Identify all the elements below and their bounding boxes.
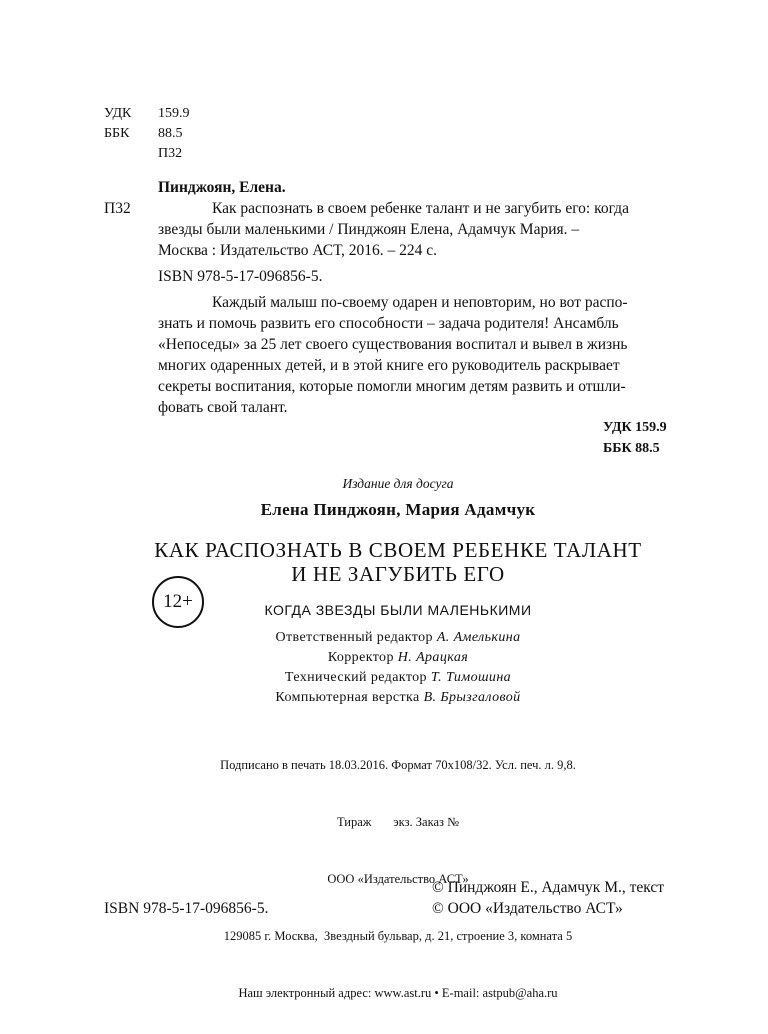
credit-line <box>0 668 768 688</box>
book-title <box>0 538 768 586</box>
copyright-publisher: © ООО «Издательство АСТ» <box>432 900 623 917</box>
udk-right: УДК 159.9 <box>603 420 667 435</box>
credit-line <box>0 688 768 708</box>
bbk-label: ББК <box>104 126 130 141</box>
print-info-line: Наш электронный адрес: www.ast.ru • E-mail: astpub@aha.ru <box>238 986 558 1000</box>
print-info-line: Подписано в печать 18.03.2016. Формат 70х108/32. Усл. печ. л. 9,8. <box>220 758 576 772</box>
age-rating-text: 12+ <box>163 591 193 612</box>
credit-role: Корректор <box>327 650 394 665</box>
record-isbn: ISBN 978-5-17-096856-5. <box>158 268 323 285</box>
annotation-line: фовать свой талант. <box>158 399 288 416</box>
title-line-2: звезды были маленькими / Пинджоян Елена, Адамчук Мария. – <box>158 221 580 238</box>
udk-row <box>104 104 190 124</box>
credit-name: Н. Арацкая <box>397 650 469 665</box>
credit-line <box>0 648 768 668</box>
print-info-line: ООО «Издательство АСТ» <box>327 872 469 886</box>
edition-type: Издание для досуга <box>342 476 454 491</box>
author-mark: П32 <box>158 146 183 161</box>
credit-name: А. Амелькина <box>436 630 521 645</box>
annotation-line: секреты воспитания, которые помогли многим детям развить и отшли- <box>158 378 626 395</box>
udk-label: УДК <box>104 106 132 121</box>
bibliographic-title <box>158 198 692 261</box>
book-authors: Елена Пинджоян, Мария Адамчук <box>260 500 536 519</box>
udk-value: 159.9 <box>158 106 190 121</box>
print-info-line: 129085 г. Москва, Звездный бульвар, д. 21, строение 3, комната 5 <box>223 929 573 943</box>
book-title-line-1: КАК РАСПОЗНАТЬ В СВОЕМ РЕБЕНКЕ ТАЛАНТ <box>154 538 642 562</box>
margin-mark: П32 <box>104 200 131 217</box>
copyright-authors: © Пинджоян Е., Адамчук М., текст <box>432 879 665 896</box>
credit-line <box>0 628 768 648</box>
footer-isbn: ISBN 978-5-17-096856-5. <box>104 900 269 917</box>
annotation <box>158 292 692 418</box>
title-line-3: Москва : Издательство АСТ, 2016. – 224 с. <box>158 242 438 259</box>
print-info <box>0 718 768 1022</box>
classification-right <box>603 417 667 459</box>
credit-role: Компьютерная верстка <box>275 690 420 705</box>
author-heading: Пинджоян, Елена. <box>158 179 286 196</box>
copyright-block <box>432 877 664 919</box>
bbk-value: 88.5 <box>158 126 183 141</box>
author-mark-row <box>104 144 190 164</box>
annotation-line: знать и помочь развить его способности – задача родителя! Ансамбль <box>158 315 619 332</box>
credit-name: В. Брызгаловой <box>423 690 521 705</box>
credit-role: Технический редактор <box>284 670 427 685</box>
classification-block <box>104 104 190 164</box>
credits <box>0 628 768 708</box>
credit-role: Ответственный редактор <box>275 630 433 645</box>
book-title-line-2: И НЕ ЗАГУБИТЬ ЕГО <box>291 562 505 586</box>
annotation-line: многих одаренных детей, и в этой книге его руководитель раскрывает <box>158 357 620 374</box>
annotation-line: «Непоседы» за 25 лет своего существования воспитал и вывел в жизнь <box>158 336 628 353</box>
bbk-right: ББК 88.5 <box>603 441 660 456</box>
print-info-line: Тираж экз. Заказ № <box>336 815 459 829</box>
bbk-row <box>104 124 190 144</box>
title-line-1: Как распознать в своем ребенке талант и не загубить его: когда <box>212 200 629 217</box>
book-subtitle: КОГДА ЗВЕЗДЫ БЫЛИ МАЛЕНЬКИМИ <box>264 602 532 618</box>
credit-name: Т. Тимошина <box>430 670 512 685</box>
annotation-line: Каждый малыш по-своему одарен и неповторим, но вот распо- <box>212 294 628 311</box>
